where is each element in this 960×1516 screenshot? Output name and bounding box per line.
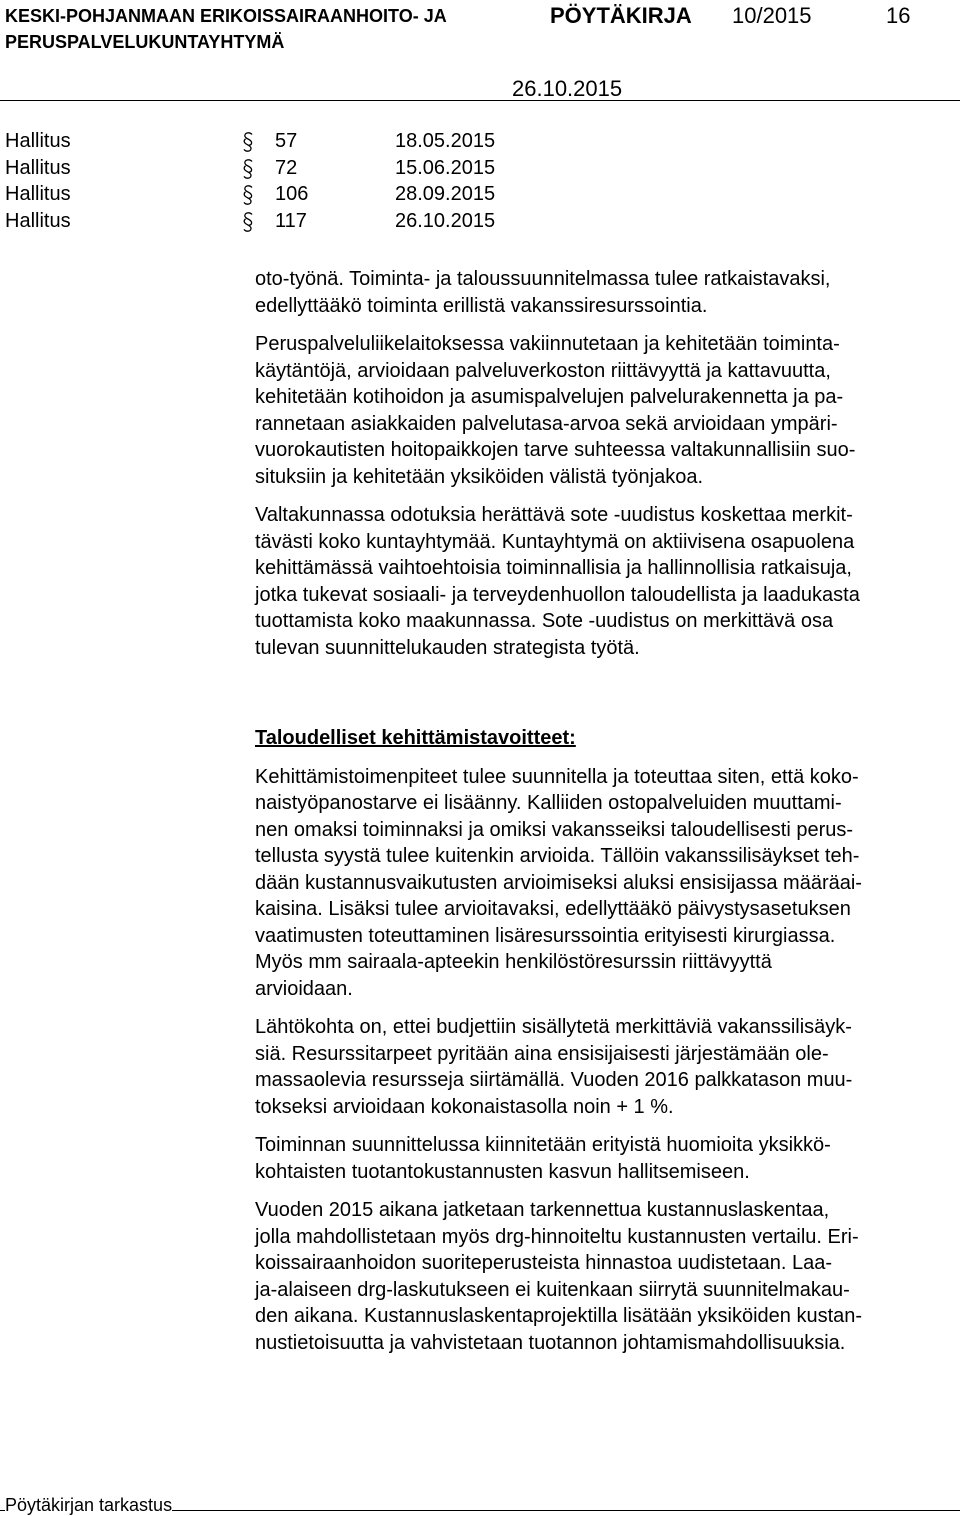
paragraph-icon <box>241 159 257 179</box>
text-line: massaolevia resursseja siirtämällä. Vuoden 2016 palkkatason muu- <box>255 1069 853 1091</box>
history-number: 106 <box>275 183 309 205</box>
text-line: tellusta syystä tulee kuitenkin arvioida. Tällöin vakanssilisäykset teh- <box>255 845 860 867</box>
page-number: 16 <box>886 3 911 28</box>
history-number: 57 <box>275 130 298 152</box>
text-line: jotka tukevat sosiaali- ja terveydenhuollon taloudellista ja laadukasta <box>255 583 860 606</box>
text-line: naistyöpanostarve ei lisäänny. Kalliiden ostopalveluiden muuttami- <box>255 792 842 814</box>
history-body: Hallitus <box>5 130 71 152</box>
text-line: vaatimusten toteuttaminen lisäresurssointia erityisesti kirurgiassa. <box>255 924 836 947</box>
history-body: Hallitus <box>5 156 71 179</box>
organization-name <box>5 3 447 55</box>
text-line: tävästi koko kuntayhtymää. Kuntayhtymä on aktiivisena osapuolena <box>255 530 855 553</box>
history-date: 28.09.2015 <box>395 183 496 205</box>
header-divider <box>0 100 960 101</box>
text-line: nen omaksi toiminnaksi ja omiksi vakansseiksi taloudellisesti perus- <box>255 818 854 841</box>
text-line: Toiminnan suunnittelussa kiinnitetään erityistä huomioita yksikkö- <box>255 1134 831 1156</box>
paragraph-1 <box>255 266 960 319</box>
section-heading: Taloudelliset kehittämistavoitteet: <box>255 727 576 749</box>
history-row <box>5 181 705 208</box>
text-line: käytäntöjä, arvioidaan palveluverkoston riittävyyttä ja kattavuutta, <box>255 359 831 382</box>
text-line: edellyttääkö toiminta erillistä vakanssiresurssointia. <box>255 294 708 317</box>
text-line: nustietoisuutta ja vahvistetaan tuotannon johtamismahdollisuuksia. <box>255 1331 846 1354</box>
history-number: 72 <box>275 156 298 179</box>
document-title: PÖYTÄKIRJA <box>550 3 692 28</box>
paragraph-6 <box>255 1132 960 1185</box>
text-line: den aikana. Kustannuslaskentaprojektilla lisätään yksiköiden kustan- <box>255 1305 863 1327</box>
text-line: vuorokautisten hoitopaikkojen tarve suhteessa valtakunnallisiin suo- <box>255 439 856 461</box>
text-line: tulevan suunnittelukauden strategista työtä. <box>255 636 640 659</box>
history-row <box>5 128 705 155</box>
paragraph-icon <box>241 212 257 232</box>
text-line: dään kustannusvaikutusten arvioimiseksi aluksi ensisijassa määräai- <box>255 871 862 894</box>
document-body <box>255 266 960 1356</box>
text-line: jolla mahdollistetaan myös drg-hinnoiteltu kustannusten vertailu. Eri- <box>255 1225 859 1248</box>
history-body: Hallitus <box>5 183 71 205</box>
text-line: kehittämässä vaihtoehtoisia toiminnallisia ja hallinnollisia ratkaisuja, <box>255 557 852 579</box>
history-body: Hallitus <box>5 209 71 232</box>
text-line: tuottamista koko maakunnassa. Sote -uudistus on merkittävä osa <box>255 610 834 632</box>
text-line: siä. Resurssitarpeet pyritään aina ensisijaisesti järjestämään ole- <box>255 1042 829 1065</box>
text-line: kehitetään kotihoidon ja asumispalvelujen palvelurakennetta ja pa- <box>255 386 844 408</box>
paragraph-icon <box>241 185 257 205</box>
text-line: Kehittämistoimenpiteet tulee suunnitella ja toteuttaa siten, että koko- <box>255 765 859 788</box>
organization-name-line1: KESKI-POHJANMAAN ERIKOISSAIRAANHOITO- JA <box>5 6 447 26</box>
meeting-date: 26.10.2015 <box>512 76 623 101</box>
text-line: ja-alaiseen drg-laskutukseen ei kuitenkaan siirrytä suunnitelmakau- <box>255 1278 850 1301</box>
document-number: 10/2015 <box>732 3 812 28</box>
text-line: tokseksi arvioidaan kokonaistasolla noin + 1 %. <box>255 1095 674 1118</box>
text-line: Valtakunnassa odotuksia herättävä sote -uudistus koskettaa merkit- <box>255 504 853 526</box>
text-line: Myös mm sairaala-apteekin henkilöstöresurssin riittävyyttä <box>255 951 772 973</box>
paragraph-5 <box>255 1014 960 1120</box>
paragraph-2 <box>255 331 960 490</box>
text-line: Peruspalveluliikelaitoksessa vakiinnutetaan ja kehitetään toiminta- <box>255 333 840 355</box>
organization-name-line2: PERUSPALVELUKUNTAYHTYMÄ <box>5 32 285 52</box>
text-line: kohtaisten tuotantokustannusten kasvun hallitsemiseen. <box>255 1160 750 1183</box>
paragraph-7 <box>255 1197 960 1356</box>
footer-label: Pöytäkirjan tarkastus <box>5 1495 173 1515</box>
text-line: oto-työnä. Toiminta- ja taloussuunnitelmassa tulee ratkaistavaksi, <box>255 268 831 290</box>
paragraph-icon <box>241 132 257 152</box>
text-line: Vuoden 2015 aikana jatketaan tarkennettua kustannuslaskentaa, <box>255 1199 830 1221</box>
text-line: Lähtökohta on, ettei budjettiin sisällytetä merkittäviä vakanssilisäyk- <box>255 1016 852 1038</box>
history-date: 15.06.2015 <box>395 156 496 179</box>
history-date: 26.10.2015 <box>395 209 496 232</box>
history-row <box>5 208 705 235</box>
text-line: kaisina. Lisäksi tulee arvioitavaksi, edellyttääkö päivystysasetuksen <box>255 898 851 920</box>
text-line: koissairaanhoidon suoriteperusteista hinnastoa uudistetaan. Laa- <box>255 1252 833 1274</box>
text-line: arvioidaan. <box>255 977 353 1000</box>
history-number: 117 <box>275 209 307 232</box>
paragraph-3 <box>255 502 960 661</box>
paragraph-4 <box>255 764 960 1003</box>
processing-history <box>5 128 705 234</box>
text-line: situksiin ja kehitetään yksiköiden välistä työnjakoa. <box>255 465 704 488</box>
text-line: rannetaan asiakkaiden palvelutasa-arvoa sekä arvioidaan ympäri- <box>255 412 838 435</box>
history-date: 18.05.2015 <box>395 130 496 152</box>
history-row <box>5 155 705 182</box>
